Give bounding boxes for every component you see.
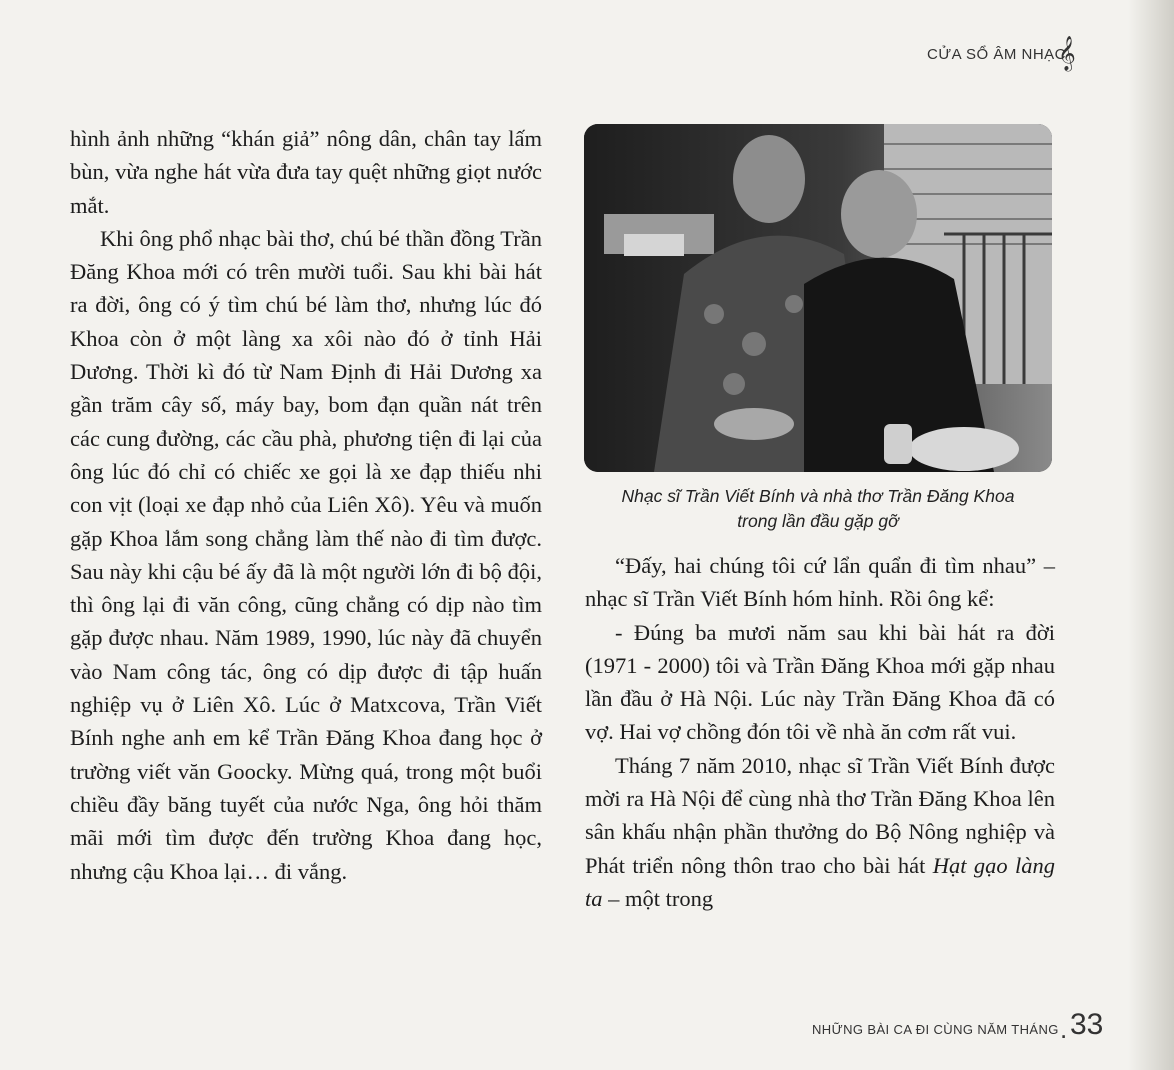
photo-illustration [584, 124, 1052, 472]
photo-caption [584, 484, 1052, 534]
page-gutter-shadow [1128, 0, 1174, 1070]
footer-separator: . [1060, 1014, 1068, 1044]
right-text-column [585, 549, 1055, 915]
left-paragraph-1: hình ảnh những “khán giả” nông dân, chân tay lấm bùn, vừa nghe hát vừa đưa tay quệt những giọt nước mắt. [70, 126, 542, 218]
photo-caption-line-2: trong lần đầu gặp gỡ [737, 511, 899, 531]
right-paragraph-2: - Đúng ba mươi năm sau khi bài hát ra đời (1971 - 2000) tôi và Trần Đăng Khoa mới gặp nhau lần đầu ở Hà Nội. Lúc này Trần Đăng Khoa đã có vợ. Hai vợ chồng đón tôi về nhà ăn cơm rất vui. [585, 619, 1055, 745]
right-paragraph-3 [585, 749, 1055, 915]
left-paragraph-2: Khi ông phổ nhạc bài thơ, chú bé thần đồng Trần Đăng Khoa mới có trên mười tuổi. Sau khi bài hát ra đời, ông có ý tìm chú bé làm thơ, nhưng lúc đó Khoa còn ở một làng xa xôi nào đó ở tỉnh Hải Dương. Thời kì đó từ Nam Định đi Hải Dương xa gần trăm cây số, máy bay, bom đạn quần nát trên các cung đường, các cầu phà, phương tiện đi lại của ông lúc đó chỉ có chiếc xe gọi là xe đạp thiếu nhi con vịt (loại xe đạp nhỏ của Liên Xô). Yêu và muốn gặp Khoa lắm song chẳng làm thế nào đi tìm được. Sau này khi cậu bé ấy đã là một người lớn đi bộ đội, thì ông lại đi văn công, cũng chẳng có dịp nào tìm gặp được nhau. Năm 1989, 1990, lúc này đã chuyển vào Nam công tác, ông có dịp được đi tập huấn nghiệp vụ ở Liên Xô. Lúc ở Matxcova, Trần Viết Bính nghe anh em kể Trần Đăng Khoa đang học ở trường viết văn Goocky. Mừng quá, trong một buổi chiều đầy băng tuyết của nước Nga, ông hỏi thăm mãi mới tìm được đến trường Khoa đang học, nhưng cậu Khoa lại… đi vắng. [70, 225, 542, 884]
photo-caption-line-1: Nhạc sĩ Trần Viết Bính và nhà thơ Trần Đăng Khoa [621, 486, 1015, 506]
page-number: 33 [1070, 1008, 1104, 1041]
photo-two-men-seated [584, 124, 1052, 472]
treble-clef-icon: 𝄞 [1058, 36, 1076, 71]
right-paragraph-3-tail: – một trong [602, 885, 714, 911]
running-head-section-title: CỬA SỔ ÂM NHẠC [927, 46, 1066, 63]
song-title-hat-gao-lang-ta: Hạt gạo làng ta [585, 852, 1055, 911]
right-paragraph-1: “Đấy, hai chúng tôi cứ lẩn quẩn đi tìm nhau” – nhạc sĩ Trần Viết Bính hóm hỉnh. Rồi ông kể: [585, 553, 1055, 612]
footer-book-title: NHỮNG BÀI CA ĐI CÙNG NĂM THÁNG [812, 1022, 1059, 1037]
left-text-column [70, 122, 542, 888]
right-paragraph-3-text: Tháng 7 năm 2010, nhạc sĩ Trần Viết Bính được mời ra Hà Nội để cùng nhà thơ Trần Đăng Khoa lên sân khấu nhận phần thưởng do Bộ Nông nghiệp và Phát triển nông thôn trao cho bài hát [585, 752, 1055, 878]
